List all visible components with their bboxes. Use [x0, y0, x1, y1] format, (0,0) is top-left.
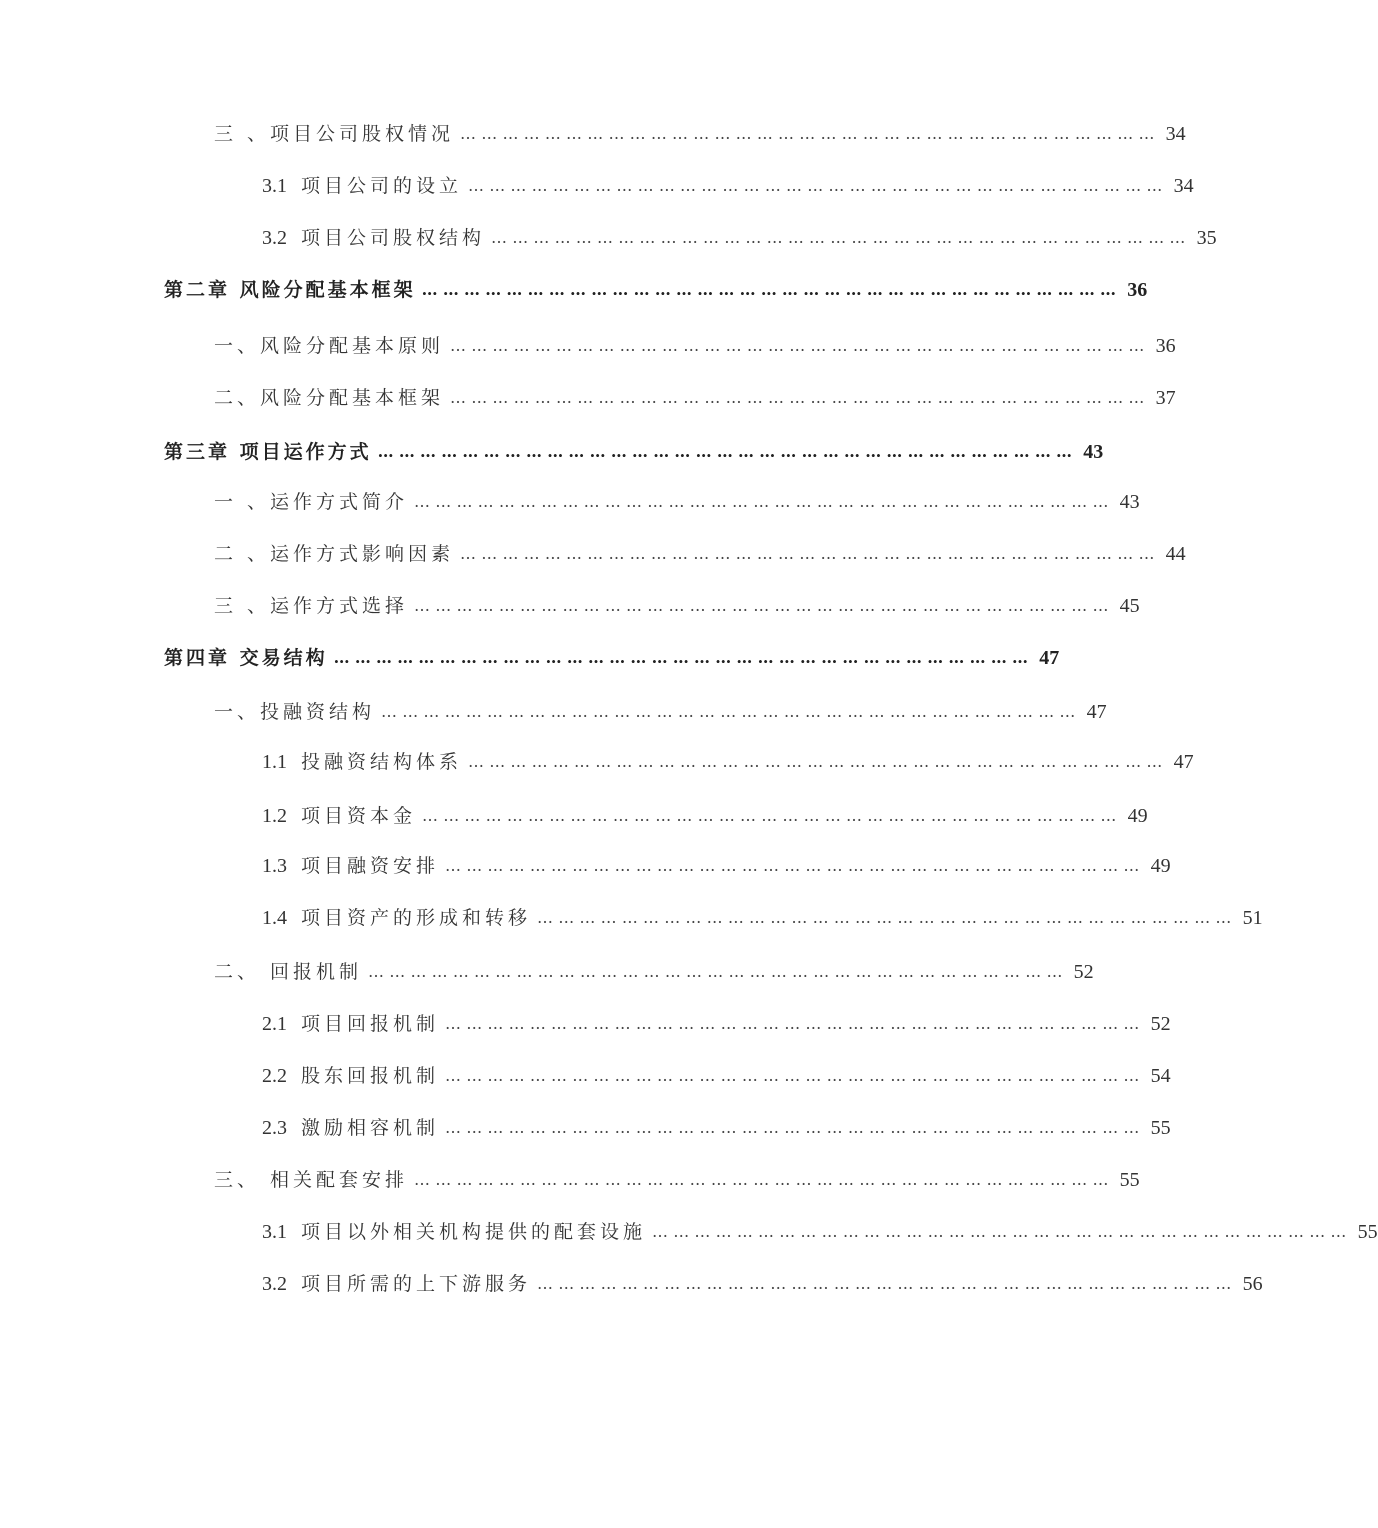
toc-entry-number: 2.2: [262, 1065, 287, 1087]
toc-dot-leader: ………………………………………………………………………………………: [537, 908, 1237, 927]
toc-page-number: 37: [1155, 387, 1176, 409]
toc-entry-subsection[interactable]: [262, 1110, 1171, 1140]
toc-entry-title: 一、风险分配基本原则: [214, 335, 445, 357]
toc-entry-title: 项目资产的形成和转移: [301, 907, 532, 929]
toc-page-number: 43: [1119, 491, 1140, 513]
toc-entry-subsection[interactable]: [262, 744, 1194, 774]
toc-entry-subsection[interactable]: [262, 1058, 1171, 1088]
toc-page-number: 47: [1173, 751, 1194, 773]
toc-page-number: 45: [1119, 595, 1140, 617]
toc-entry-section[interactable]: [214, 694, 1107, 724]
toc-entry-title: 投融资结构体系: [301, 751, 463, 773]
toc-entry-title: 第四章 交易结构: [164, 647, 328, 669]
toc-entry-subsection[interactable]: [262, 798, 1148, 828]
toc-entry-title: 二 、运作方式影响因素: [214, 543, 455, 565]
toc-entry-subsection[interactable]: [262, 168, 1194, 198]
toc-entry-title: 一 、运作方式简介: [214, 491, 409, 513]
toc-entry-subsection[interactable]: [262, 1214, 1378, 1244]
toc-dot-leader: ………………………………………………………………………………………: [450, 388, 1150, 407]
toc-entry-section[interactable]: [214, 380, 1176, 410]
toc-page-number: 34: [1173, 175, 1194, 197]
toc-entry-title: 一、投融资结构: [214, 701, 376, 723]
toc-page-number: 55: [1150, 1117, 1171, 1139]
toc-entry-number: 1.4: [262, 907, 287, 929]
toc-entry-section[interactable]: [214, 116, 1186, 146]
toc-dot-leader: ………………………………………………………………………………………: [368, 962, 1068, 981]
toc-entry-title: 三 、运作方式选择: [214, 595, 409, 617]
toc-dot-leader: ………………………………………………………………………………………: [445, 1014, 1145, 1033]
toc-entry-subsection[interactable]: [262, 220, 1217, 250]
toc-dot-leader: ………………………………………………………………………………………: [414, 492, 1114, 511]
toc-page-number: 44: [1165, 543, 1186, 565]
toc-entry-title: 项目以外相关机构提供的配套设施: [301, 1221, 647, 1243]
toc-page-number: 55: [1119, 1169, 1140, 1191]
toc-dot-leader: ………………………………………………………………………………………: [652, 1222, 1352, 1241]
toc-entry-section[interactable]: [214, 328, 1176, 358]
toc-entry-title: 项目所需的上下游服务: [301, 1273, 532, 1295]
toc-entry-section[interactable]: [214, 536, 1186, 566]
toc-page-number: 36: [1155, 335, 1176, 357]
toc-page-number: 36: [1127, 279, 1148, 301]
toc-dot-leader: ………………………………………………………………………………………: [422, 806, 1122, 825]
toc-page-number: 49: [1150, 855, 1171, 877]
toc-dot-leader: ………………………………………………………………………………………: [377, 442, 1078, 461]
toc-dot-leader: ………………………………………………………………………………………: [414, 1170, 1114, 1189]
toc-entry-number: 1.1: [262, 751, 287, 773]
toc-entry-number: 3.1: [262, 1221, 287, 1243]
toc-entry-title: 激励相容机制: [301, 1117, 440, 1139]
toc-dot-leader: ………………………………………………………………………………………: [333, 648, 1034, 667]
toc-entry-section[interactable]: [214, 954, 1094, 984]
toc-page-number: 56: [1242, 1273, 1263, 1295]
toc-entry-number: 1.2: [262, 805, 287, 827]
toc-entry-chapter[interactable]: [164, 640, 1060, 670]
toc-dot-leader: ………………………………………………………………………………………: [445, 1118, 1145, 1137]
toc-page-number: 49: [1127, 805, 1148, 827]
toc-entry-title: 第二章 风险分配基本框架: [164, 279, 416, 301]
toc-entry-title: 三、 相关配套安排: [214, 1169, 409, 1191]
toc-entry-title: 三 、项目公司股权情况: [214, 123, 455, 145]
toc-dot-leader: ………………………………………………………………………………………: [491, 228, 1191, 247]
toc-page-number: 47: [1086, 701, 1107, 723]
toc-entry-section[interactable]: [214, 588, 1140, 618]
toc-page-number: 34: [1165, 123, 1186, 145]
toc-entry-title: 第三章 项目运作方式: [164, 441, 372, 463]
toc-page-number: 52: [1073, 961, 1094, 983]
toc-dot-leader: ………………………………………………………………………………………: [450, 336, 1150, 355]
toc-entry-title: 项目回报机制: [301, 1013, 440, 1035]
toc-entry-number: 2.3: [262, 1117, 287, 1139]
toc-entry-subsection[interactable]: [262, 1006, 1171, 1036]
toc-entry-number: 3.1: [262, 175, 287, 197]
toc-page-number: 55: [1357, 1221, 1378, 1243]
toc-entry-title: 项目资本金: [301, 805, 417, 827]
toc-page-number: 47: [1039, 647, 1060, 669]
toc-dot-leader: ………………………………………………………………………………………: [468, 176, 1168, 195]
toc-dot-leader: ………………………………………………………………………………………: [537, 1274, 1237, 1293]
toc-entry-number: 3.2: [262, 227, 287, 249]
toc-page-number: 35: [1196, 227, 1217, 249]
toc-entry-chapter[interactable]: [164, 434, 1104, 464]
toc-page-number: 43: [1083, 441, 1104, 463]
toc-dot-leader: ………………………………………………………………………………………: [381, 702, 1081, 721]
toc-entry-section[interactable]: [214, 1162, 1140, 1192]
toc-entry-number: 1.3: [262, 855, 287, 877]
toc-page-number: 54: [1150, 1065, 1171, 1087]
toc-dot-leader: ………………………………………………………………………………………: [445, 1066, 1145, 1085]
toc-entry-subsection[interactable]: [262, 1266, 1263, 1296]
toc-dot-leader: ………………………………………………………………………………………: [468, 752, 1168, 771]
toc-entry-subsection[interactable]: [262, 900, 1263, 930]
toc-entry-title: 股东回报机制: [301, 1065, 440, 1087]
toc-entry-title: 项目公司股权结构: [301, 227, 486, 249]
toc-entry-chapter[interactable]: [164, 272, 1148, 302]
toc-entry-subsection[interactable]: [262, 848, 1171, 878]
toc-dot-leader: ………………………………………………………………………………………: [414, 596, 1114, 615]
toc-entry-title: 项目公司的设立: [301, 175, 463, 197]
toc-dot-leader: ………………………………………………………………………………………: [460, 544, 1160, 563]
toc-entry-title: 二、风险分配基本框架: [214, 387, 445, 409]
toc-entry-title: 二、 回报机制: [214, 961, 363, 983]
toc-dot-leader: ………………………………………………………………………………………: [421, 280, 1122, 299]
toc-page-number: 52: [1150, 1013, 1171, 1035]
toc-dot-leader: ………………………………………………………………………………………: [445, 856, 1145, 875]
toc-entry-title: 项目融资安排: [301, 855, 440, 877]
toc-entry-number: 3.2: [262, 1273, 287, 1295]
toc-page-number: 51: [1242, 907, 1263, 929]
toc-dot-leader: ………………………………………………………………………………………: [460, 124, 1160, 143]
toc-entry-number: 2.1: [262, 1013, 287, 1035]
toc-entry-section[interactable]: [214, 484, 1140, 514]
